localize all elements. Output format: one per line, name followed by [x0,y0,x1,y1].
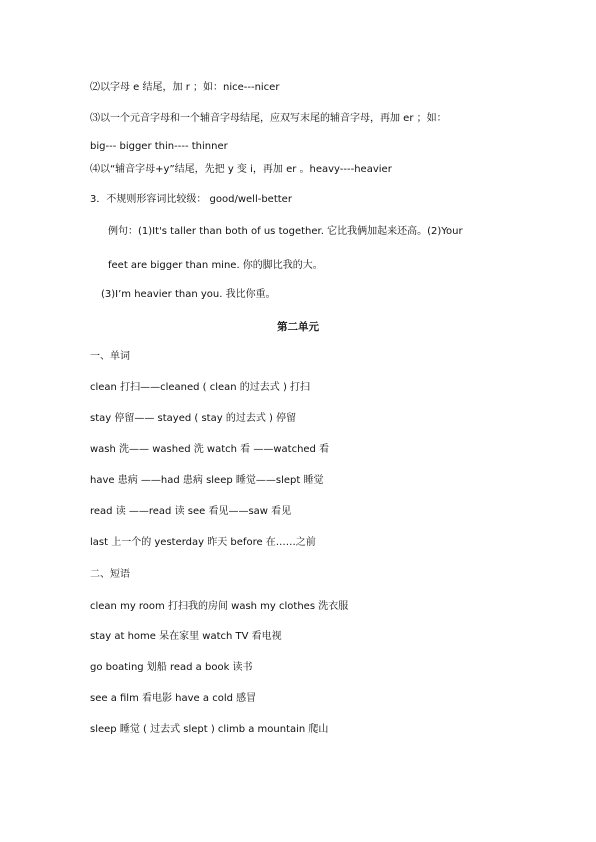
phrase-line: sleep 睡觉 ( 过去式 slept ) climb a mountain 爬山 [90,724,329,735]
unit-title: 第二单元 [277,321,319,333]
word-line: clean 打扫——cleaned ( clean 的过去式 ) 打扫 [90,382,311,393]
phrase-line: clean my room 打扫我的房间 wash my clothes 洗衣服 [90,601,349,612]
rule-irregular: 3．不规则形容词比较级： good/well-better [90,194,292,205]
word-line: read 读 ——read 读 see 看见——saw 看见 [90,506,292,517]
phrases-heading: 二、短语 [90,569,130,580]
rule-3-examples: big--- bigger thin---- thinner [90,141,228,152]
example-line-1: 例句：(1)It's taller than both of us together. 它比我俩加起来还高。(2)Your [108,226,463,237]
phrase-line: see a film 看电影 have a cold 感冒 [90,693,257,704]
rule-2: ⑵以字母 e 结尾，加 r ；如：nice---nicer [90,82,280,93]
phrase-line: stay at home 呆在家里 watch TV 看电视 [90,631,282,642]
word-line: wash 洗—— washed 洗 watch 看 ——watched 看 [90,444,330,455]
word-line: last 上一个的 yesterday 昨天 before 在……之前 [90,537,316,548]
rule-3: ⑶以一个元音字母和一个辅音字母结尾，应双写末尾的辅音字母，再加 er ；如： [90,113,447,124]
word-line: stay 停留—— stayed ( stay 的过去式 ) 停留 [90,413,297,424]
words-heading: 一、单词 [90,351,130,362]
phrase-line: go boating 划船 read a book 读书 [90,662,253,673]
example-line-3: (3)I’m heavier than you. 我比你重。 [101,289,276,300]
word-line: have 患病 ——had 患病 sleep 睡觉——slept 睡觉 [90,475,324,486]
example-line-2: feet are bigger than mine. 你的脚比我的大。 [108,260,323,271]
rule-4: ⑷以“辅音字母+y”结尾，先把 y 变 i，再加 er 。heavy----heavier [90,164,392,175]
